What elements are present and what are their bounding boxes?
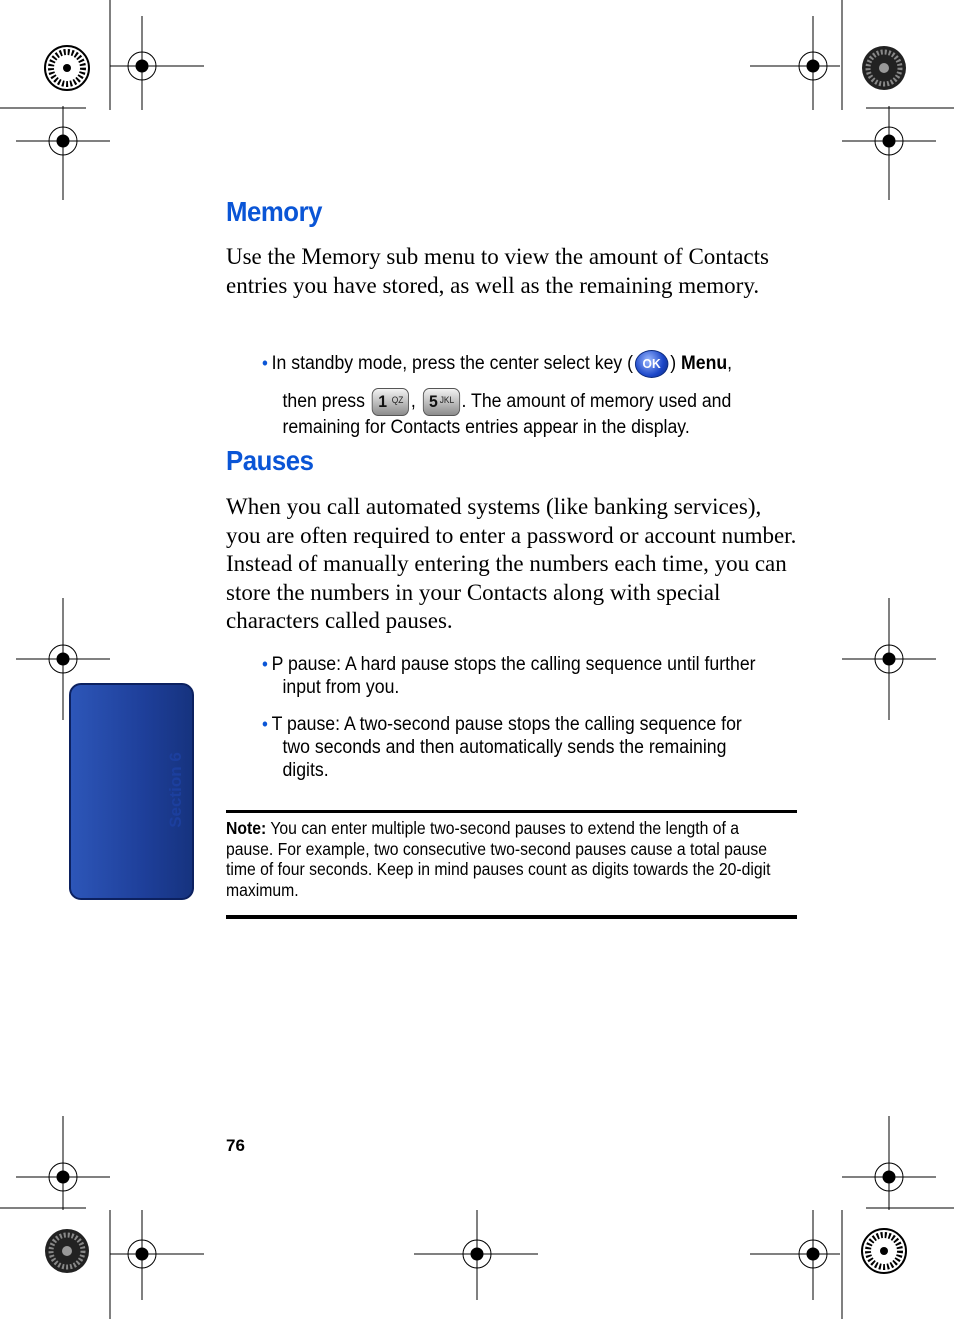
pauses-paragraph: When you call automated systems (like banking services), you are often required to enter a password or account number. Instead of manually entering the numbers each time, you can store the numbers in your Contacts along with special characters called pauses.	[226, 494, 797, 634]
crosshair-mark	[750, 16, 840, 110]
crosshair-mark	[414, 1210, 538, 1300]
starburst-mark	[45, 1229, 89, 1273]
starburst-mark	[862, 1229, 906, 1273]
crosshair-mark	[842, 598, 936, 720]
pauses-heading: Pauses	[226, 445, 314, 476]
note	[226, 818, 775, 900]
crosshair-mark	[842, 1116, 936, 1210]
memory-heading: Memory	[226, 196, 323, 227]
bullet-dot-icon: •	[262, 353, 268, 374]
memory-bullet-line3: remaining for Contacts entries appear in the display.	[282, 417, 690, 438]
t-pause-bullet: • T pause: A two-second pause stops the calling sequence for two seconds and then automatically sends the remaining digits.	[262, 714, 742, 781]
page-number: 76	[226, 1136, 245, 1155]
crosshair-mark	[842, 106, 936, 200]
crosshair-mark	[750, 1210, 840, 1300]
key-5-icon: 5 JKL	[422, 388, 459, 416]
bullet-dot-icon: •	[262, 654, 268, 674]
note-top-rule	[226, 810, 797, 813]
note-text: You can enter multiple two-second pauses to extend the length of a pause. For example, two consecutive two-second pauses cause a total pause time of four seconds. Keep in mind pauses count as digits towards the 20-digit maximum.	[226, 818, 771, 900]
menu-label: Menu	[681, 353, 728, 375]
crosshair-mark	[110, 1210, 204, 1300]
p-pause-bullet: • P pause: A hard pause stops the calling sequence until further input from you.	[262, 654, 756, 698]
crosshair-mark	[110, 16, 204, 110]
key-1-icon: 1 QZ	[372, 388, 409, 416]
note-label: Note:	[226, 818, 267, 838]
memory-bullet-line2: then press 1 QZ , 5 JKL . The amount of memory used and	[262, 388, 764, 416]
ok-key-icon: OK	[635, 350, 668, 378]
bullet-dot-icon: •	[262, 714, 268, 734]
starburst-mark	[862, 46, 906, 90]
starburst-mark	[45, 46, 89, 90]
crosshair-mark	[16, 106, 110, 200]
note-bottom-rule	[226, 915, 797, 919]
crosshair-mark	[16, 1116, 110, 1210]
section-tab-label: Section 6	[166, 752, 185, 828]
memory-bullet: • In standby mode, press the center select key ( OK ) Menu, then press 1 QZ , 5 JKL . The amount of memory used and remaining for Contacts entries appear in the display.	[262, 350, 764, 439]
memory-paragraph: Use the Memory sub menu to view the amount of Contacts entries you have stored, as well as the remaining memory.	[226, 244, 769, 298]
